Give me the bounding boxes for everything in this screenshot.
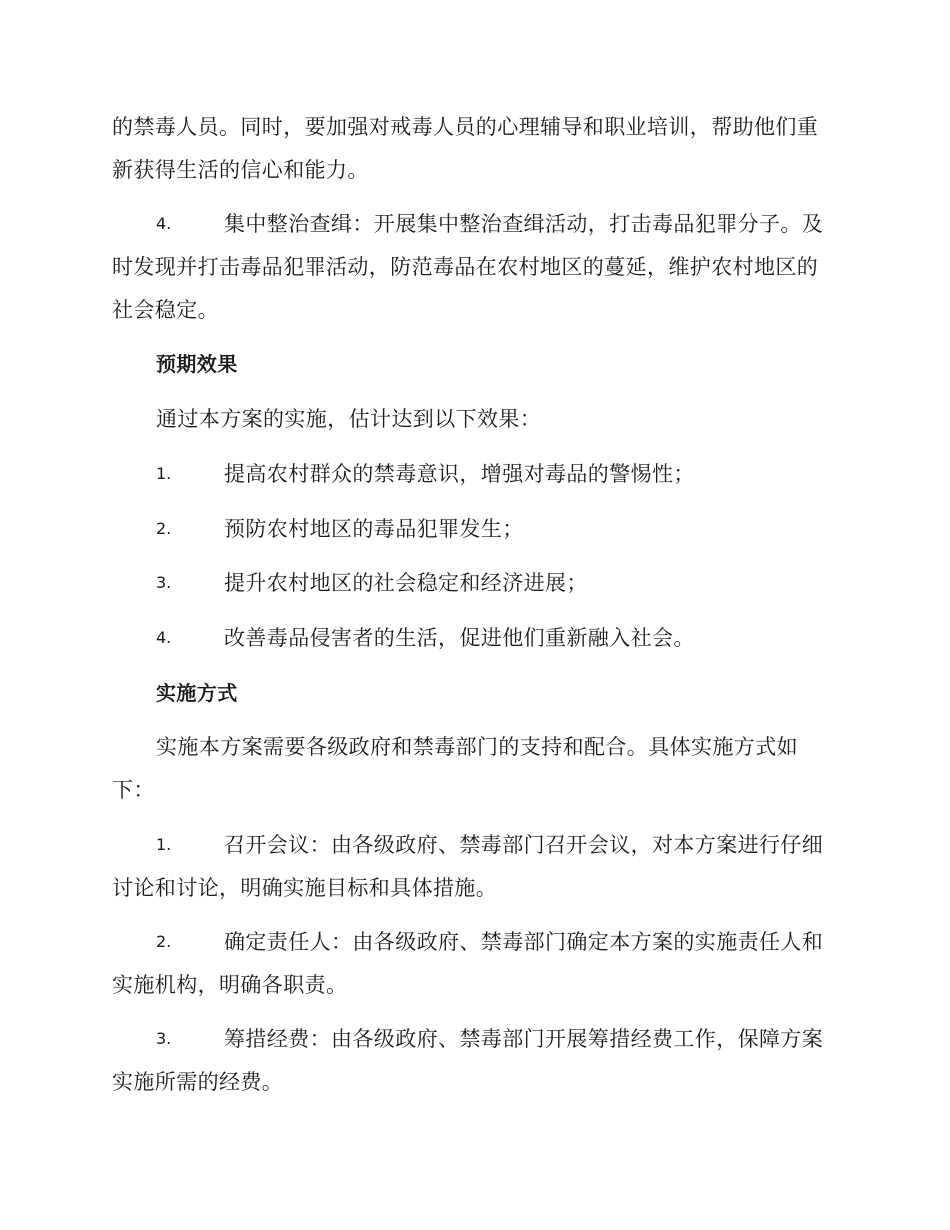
paragraph-line: 社会稳定。: [112, 298, 219, 322]
section-heading-implementation: 实施方式: [156, 681, 238, 705]
paragraph-line: 讨论和讨论，明确实施目标和具体措施。: [112, 876, 498, 900]
list-number: 3.: [156, 1029, 172, 1048]
paragraph-line: 下：: [112, 778, 155, 802]
list-number: 4.: [156, 628, 172, 647]
paragraph-line: 时发现并打击毒品犯罪活动，防范毒品在农村地区的蔓延，维护农村地区的: [112, 255, 819, 279]
section-intro: 实施本方案需要各级政府和禁毒部门的支持和配合。具体实施方式如: [156, 735, 798, 759]
list-number: 2.: [156, 932, 172, 951]
list-item-text: 预防农村地区的毒品犯罪发生；: [224, 517, 524, 541]
list-number: 1.: [156, 835, 172, 854]
list-number: 3.: [156, 573, 172, 592]
list-item-text: 召开会议：由各级政府、禁毒部门召开会议，对本方案进行仔细: [224, 833, 824, 857]
list-item-text: 确定责任人：由各级政府、禁毒部门确定本方案的实施责任人和: [224, 930, 824, 954]
list-number: 1.: [156, 464, 172, 483]
section-intro: 通过本方案的实施，估计达到以下效果：: [156, 407, 542, 431]
list-item-text: 提高农村群众的禁毒意识，增强对毒品的警惕性；: [224, 462, 695, 486]
section-heading-effects: 预期效果: [156, 352, 238, 376]
list-number: 2.: [156, 519, 172, 538]
list-item-text: 集中整治查缉：开展集中整治查缉活动，打击毒品犯罪分子。及: [224, 212, 824, 236]
paragraph-line: 新获得生活的信心和能力。: [112, 158, 369, 182]
paragraph-line: 的禁毒人员。同时，要加强对戒毒人员的心理辅导和职业培训，帮助他们重: [112, 115, 819, 139]
paragraph-line: 实施机构，明确各职责。: [112, 973, 348, 997]
list-item-text: 筹措经费：由各级政府、禁毒部门开展筹措经费工作，保障方案: [224, 1027, 824, 1051]
list-number: 4.: [156, 214, 172, 233]
list-item-text: 改善毒品侵害者的生活，促进他们重新融入社会。: [224, 626, 695, 650]
paragraph-line: 实施所需的经费。: [112, 1070, 284, 1094]
list-item-text: 提升农村地区的社会稳定和经济进展；: [224, 571, 588, 595]
